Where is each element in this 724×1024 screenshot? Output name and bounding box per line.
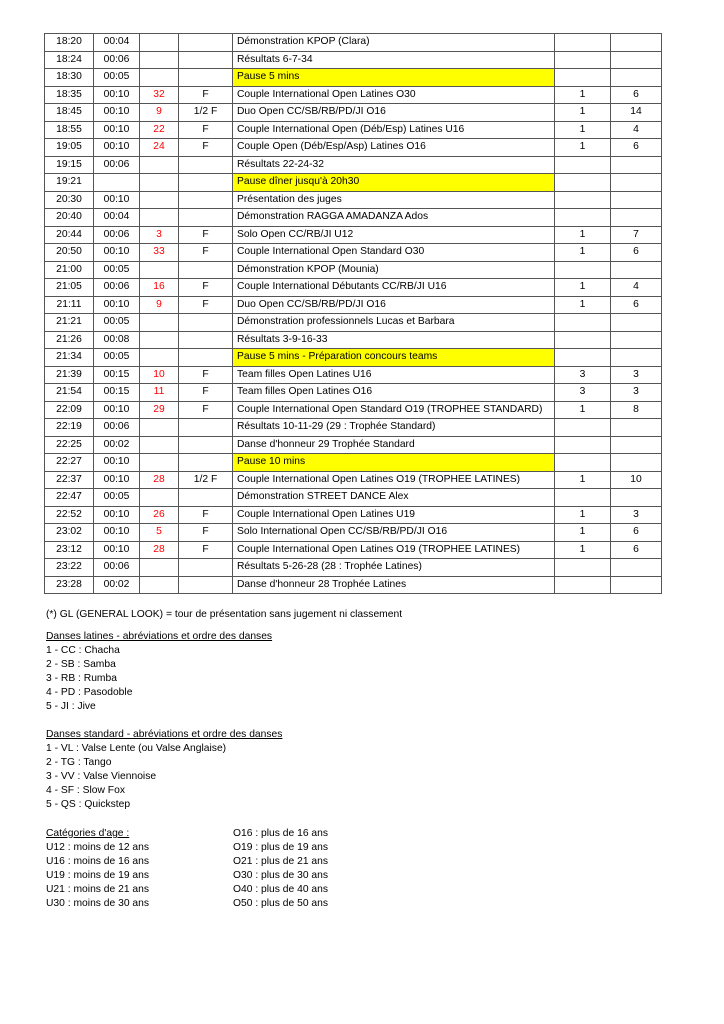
time-cell: 21:05 xyxy=(45,279,94,297)
schedule-row xyxy=(45,489,662,507)
age-under-item: U30 : moins de 30 ans xyxy=(46,898,150,910)
event-name-cell: Pause 5 mins xyxy=(233,69,555,87)
time-cell: 21:39 xyxy=(45,366,94,384)
round-cell xyxy=(179,261,233,279)
couples-cell xyxy=(611,174,662,192)
schedule-row xyxy=(45,541,662,559)
heats-cell: 1 xyxy=(555,104,611,122)
duration-cell: 00:04 xyxy=(94,209,140,227)
event-number-cell: 29 xyxy=(140,401,179,419)
time-cell: 23:12 xyxy=(45,541,94,559)
event-name-cell: Couple International Open Latines U19 xyxy=(233,506,555,524)
couples-cell xyxy=(611,489,662,507)
duration-cell: 00:06 xyxy=(94,226,140,244)
duration-cell: 00:06 xyxy=(94,156,140,174)
event-number-cell xyxy=(140,331,179,349)
duration-cell: 00:10 xyxy=(94,541,140,559)
schedule-row xyxy=(45,86,662,104)
duration-cell: 00:08 xyxy=(94,331,140,349)
heats-cell xyxy=(555,34,611,52)
time-cell: 20:40 xyxy=(45,209,94,227)
schedule-row xyxy=(45,296,662,314)
heats-cell xyxy=(555,349,611,367)
couples-cell: 10 xyxy=(611,471,662,489)
duration-cell: 00:05 xyxy=(94,314,140,332)
age-under-item: U12 : moins de 12 ans xyxy=(46,842,150,854)
event-number-cell: 24 xyxy=(140,139,179,157)
time-cell: 23:22 xyxy=(45,559,94,577)
round-cell xyxy=(179,489,233,507)
duration-cell: 00:10 xyxy=(94,121,140,139)
couples-cell xyxy=(611,156,662,174)
time-cell: 21:11 xyxy=(45,296,94,314)
couples-cell xyxy=(611,454,662,472)
couples-cell: 6 xyxy=(611,541,662,559)
latin-dance-item: 1 - CC : Chacha xyxy=(46,645,120,657)
time-cell: 20:30 xyxy=(45,191,94,209)
time-cell: 23:28 xyxy=(45,576,94,594)
schedule-row xyxy=(45,139,662,157)
duration-cell: 00:10 xyxy=(94,454,140,472)
time-cell: 22:27 xyxy=(45,454,94,472)
heats-cell xyxy=(555,69,611,87)
schedule-row-break xyxy=(45,349,662,367)
event-number-cell xyxy=(140,261,179,279)
round-cell: F xyxy=(179,244,233,262)
couples-cell: 6 xyxy=(611,244,662,262)
heats-cell: 1 xyxy=(555,86,611,104)
schedule-row xyxy=(45,576,662,594)
event-name-cell: Duo Open CC/SB/RB/PD/JI O16 xyxy=(233,104,555,122)
time-cell: 21:26 xyxy=(45,331,94,349)
couples-cell xyxy=(611,34,662,52)
event-name-cell: Résultats 3-9-16-33 xyxy=(233,331,555,349)
duration-cell: 00:15 xyxy=(94,384,140,402)
age-over-column xyxy=(233,827,328,912)
time-cell: 22:09 xyxy=(45,401,94,419)
duration-cell: 00:10 xyxy=(94,104,140,122)
round-cell: F xyxy=(179,279,233,297)
couples-cell xyxy=(611,331,662,349)
event-name-cell: Couple International Open Latines O19 (TROPHEE LATINES) xyxy=(233,541,555,559)
schedule-row xyxy=(45,244,662,262)
schedule-row-break xyxy=(45,69,662,87)
latin-dances-title: Danses latines - abréviations et ordre des danses xyxy=(46,631,273,642)
event-name-cell: Couple International Open Latines O30 xyxy=(233,86,555,104)
heats-cell: 1 xyxy=(555,524,611,542)
age-under-item: U19 : moins de 19 ans xyxy=(46,870,150,882)
standard-dance-item: 2 - TG : Tango xyxy=(46,757,112,769)
heats-cell xyxy=(555,51,611,69)
standard-dance-item: 1 - VL : Valse Lente (ou Valse Anglaise) xyxy=(46,743,227,755)
duration-cell: 00:05 xyxy=(94,349,140,367)
round-cell: F xyxy=(179,401,233,419)
heats-cell: 1 xyxy=(555,506,611,524)
heats-cell: 3 xyxy=(555,384,611,402)
event-number-cell: 16 xyxy=(140,279,179,297)
duration-cell: 00:06 xyxy=(94,559,140,577)
heats-cell xyxy=(555,209,611,227)
round-cell xyxy=(179,576,233,594)
time-cell: 21:54 xyxy=(45,384,94,402)
couples-cell xyxy=(611,436,662,454)
heats-cell: 1 xyxy=(555,541,611,559)
time-cell: 19:15 xyxy=(45,156,94,174)
duration-cell: 00:06 xyxy=(94,279,140,297)
duration-cell: 00:15 xyxy=(94,366,140,384)
event-name-cell: Démonstration professionnels Lucas et Barbara xyxy=(233,314,555,332)
event-name-cell: Team filles Open Latines U16 xyxy=(233,366,555,384)
round-cell: F xyxy=(179,541,233,559)
couples-cell: 7 xyxy=(611,226,662,244)
event-name-cell: Pause dîner jusqu'à 20h30 xyxy=(233,174,555,192)
couples-cell: 6 xyxy=(611,524,662,542)
latin-dance-item: 2 - SB : Samba xyxy=(46,659,116,671)
heats-cell xyxy=(555,331,611,349)
event-number-cell: 32 xyxy=(140,86,179,104)
couples-cell xyxy=(611,419,662,437)
duration-cell: 00:10 xyxy=(94,86,140,104)
schedule-row xyxy=(45,314,662,332)
duration-cell: 00:05 xyxy=(94,261,140,279)
time-cell: 18:24 xyxy=(45,51,94,69)
time-cell: 22:25 xyxy=(45,436,94,454)
event-number-cell xyxy=(140,191,179,209)
duration-cell: 00:10 xyxy=(94,191,140,209)
schedule-row xyxy=(45,104,662,122)
schedule-row xyxy=(45,226,662,244)
round-cell: F xyxy=(179,226,233,244)
time-cell: 18:45 xyxy=(45,104,94,122)
event-number-cell xyxy=(140,156,179,174)
event-name-cell: Team filles Open Latines O16 xyxy=(233,384,555,402)
event-number-cell: 5 xyxy=(140,524,179,542)
standard-dance-item: 5 - QS : Quickstep xyxy=(46,799,131,811)
round-cell: F xyxy=(179,366,233,384)
age-under-item: U21 : moins de 21 ans xyxy=(46,884,150,896)
time-cell: 22:47 xyxy=(45,489,94,507)
event-name-cell: Duo Open CC/SB/RB/PD/JI O16 xyxy=(233,296,555,314)
couples-cell: 6 xyxy=(611,139,662,157)
round-cell xyxy=(179,436,233,454)
standard-dance-item: 4 - SF : Slow Fox xyxy=(46,785,125,797)
schedule-table xyxy=(44,33,662,594)
time-cell: 22:19 xyxy=(45,419,94,437)
heats-cell: 1 xyxy=(555,401,611,419)
schedule-row xyxy=(45,156,662,174)
schedule-row xyxy=(45,506,662,524)
event-number-cell xyxy=(140,489,179,507)
event-name-cell: Résultats 22-24-32 xyxy=(233,156,555,174)
event-name-cell: Solo Open CC/RB/JI U12 xyxy=(233,226,555,244)
time-cell: 19:21 xyxy=(45,174,94,192)
duration-cell: 00:10 xyxy=(94,401,140,419)
round-cell: 1/2 F xyxy=(179,471,233,489)
heats-cell xyxy=(555,419,611,437)
duration-cell: 00:10 xyxy=(94,471,140,489)
latin-dance-item: 5 - JI : Jive xyxy=(46,701,96,713)
event-number-cell xyxy=(140,419,179,437)
schedule-body xyxy=(45,34,662,594)
event-number-cell xyxy=(140,209,179,227)
schedule-row xyxy=(45,366,662,384)
time-cell: 21:00 xyxy=(45,261,94,279)
time-cell: 18:55 xyxy=(45,121,94,139)
round-cell xyxy=(179,69,233,87)
couples-cell: 8 xyxy=(611,401,662,419)
schedule-row-break xyxy=(45,174,662,192)
heats-cell xyxy=(555,261,611,279)
age-under-item: U16 : moins de 16 ans xyxy=(46,856,150,868)
duration-cell: 00:10 xyxy=(94,506,140,524)
event-name-cell: Couple International Débutants CC/RB/JI U16 xyxy=(233,279,555,297)
event-number-cell xyxy=(140,34,179,52)
round-cell: F xyxy=(179,524,233,542)
duration-cell: 00:04 xyxy=(94,34,140,52)
time-cell: 20:50 xyxy=(45,244,94,262)
heats-cell: 1 xyxy=(555,244,611,262)
time-cell: 22:37 xyxy=(45,471,94,489)
round-cell xyxy=(179,454,233,472)
schedule-row xyxy=(45,279,662,297)
event-number-cell xyxy=(140,436,179,454)
event-number-cell: 9 xyxy=(140,104,179,122)
schedule-row xyxy=(45,34,662,52)
round-cell: F xyxy=(179,296,233,314)
duration-cell xyxy=(94,174,140,192)
schedule-row xyxy=(45,384,662,402)
time-cell: 18:35 xyxy=(45,86,94,104)
schedule-row xyxy=(45,419,662,437)
age-over-item: O40 : plus de 40 ans xyxy=(233,884,329,896)
couples-cell: 3 xyxy=(611,506,662,524)
round-cell: F xyxy=(179,121,233,139)
duration-cell: 00:06 xyxy=(94,51,140,69)
heats-cell: 1 xyxy=(555,121,611,139)
event-number-cell: 33 xyxy=(140,244,179,262)
event-number-cell xyxy=(140,69,179,87)
standard-dances-legend xyxy=(46,728,282,813)
schedule-row xyxy=(45,331,662,349)
heats-cell: 1 xyxy=(555,471,611,489)
age-over-item: O50 : plus de 50 ans xyxy=(233,898,329,910)
schedule-row xyxy=(45,524,662,542)
couples-cell xyxy=(611,209,662,227)
round-cell: F xyxy=(179,139,233,157)
round-cell xyxy=(179,559,233,577)
couples-cell xyxy=(611,314,662,332)
couples-cell: 3 xyxy=(611,384,662,402)
schedule-row xyxy=(45,559,662,577)
event-name-cell: Démonstration KPOP (Mounia) xyxy=(233,261,555,279)
latin-dance-item: 3 - RB : Rumba xyxy=(46,673,117,685)
round-cell xyxy=(179,51,233,69)
event-name-cell: Démonstration STREET DANCE Alex xyxy=(233,489,555,507)
age-over-item: O16 : plus de 16 ans xyxy=(233,828,329,839)
round-cell xyxy=(179,174,233,192)
time-cell: 18:30 xyxy=(45,69,94,87)
round-cell xyxy=(179,156,233,174)
couples-cell xyxy=(611,261,662,279)
general-look-note: (*) GL (GENERAL LOOK) = tour de présentation sans jugement ni classement xyxy=(46,609,403,620)
event-number-cell: 26 xyxy=(140,506,179,524)
couples-cell: 4 xyxy=(611,279,662,297)
heats-cell: 1 xyxy=(555,226,611,244)
event-number-cell: 3 xyxy=(140,226,179,244)
round-cell: 1/2 F xyxy=(179,104,233,122)
heats-cell: 1 xyxy=(555,296,611,314)
event-number-cell: 11 xyxy=(140,384,179,402)
schedule-row xyxy=(45,436,662,454)
event-name-cell: Pause 10 mins xyxy=(233,454,555,472)
round-cell: F xyxy=(179,506,233,524)
duration-cell: 00:10 xyxy=(94,524,140,542)
heats-cell xyxy=(555,576,611,594)
event-name-cell: Résultats 6-7-34 xyxy=(233,51,555,69)
event-number-cell xyxy=(140,349,179,367)
schedule-row xyxy=(45,191,662,209)
duration-cell: 00:02 xyxy=(94,436,140,454)
event-number-cell xyxy=(140,454,179,472)
age-over-item: O30 : plus de 30 ans xyxy=(233,870,329,882)
event-number-cell xyxy=(140,576,179,594)
schedule-row-break xyxy=(45,454,662,472)
round-cell xyxy=(179,314,233,332)
event-name-cell: Danse d'honneur 28 Trophée Latines xyxy=(233,576,555,594)
heats-cell xyxy=(555,489,611,507)
couples-cell xyxy=(611,349,662,367)
event-name-cell: Démonstration RAGGA AMADANZA Ados xyxy=(233,209,555,227)
time-cell: 20:44 xyxy=(45,226,94,244)
event-name-cell: Danse d'honneur 29 Trophée Standard xyxy=(233,436,555,454)
schedule-row xyxy=(45,121,662,139)
event-name-cell: Couple International Open Standard O19 (TROPHEE STANDARD) xyxy=(233,401,555,419)
event-name-cell: Couple International Open (Déb/Esp) Latines U16 xyxy=(233,121,555,139)
round-cell xyxy=(179,34,233,52)
couples-cell xyxy=(611,559,662,577)
duration-cell: 00:10 xyxy=(94,296,140,314)
couples-cell xyxy=(611,51,662,69)
couples-cell xyxy=(611,69,662,87)
heats-cell xyxy=(555,559,611,577)
heats-cell: 1 xyxy=(555,279,611,297)
event-number-cell: 28 xyxy=(140,471,179,489)
latin-dance-item: 4 - PD : Pasodoble xyxy=(46,687,133,699)
event-name-cell: Couple Open (Déb/Esp/Asp) Latines O16 xyxy=(233,139,555,157)
duration-cell: 00:05 xyxy=(94,489,140,507)
event-name-cell: Résultats 10-11-29 (29 : Trophée Standard) xyxy=(233,419,555,437)
event-name-cell: Démonstration KPOP (Clara) xyxy=(233,34,555,52)
event-number-cell xyxy=(140,51,179,69)
latin-dances-legend xyxy=(46,630,272,715)
couples-cell xyxy=(611,576,662,594)
heats-cell xyxy=(555,174,611,192)
round-cell: F xyxy=(179,86,233,104)
duration-cell: 00:06 xyxy=(94,419,140,437)
standard-dances-title: Danses standard - abréviations et ordre des danses xyxy=(46,729,283,740)
couples-cell: 6 xyxy=(611,86,662,104)
couples-cell: 4 xyxy=(611,121,662,139)
round-cell xyxy=(179,191,233,209)
heats-cell xyxy=(555,314,611,332)
event-name-cell: Couple International Open Standard O30 xyxy=(233,244,555,262)
event-number-cell xyxy=(140,314,179,332)
heats-cell: 1 xyxy=(555,139,611,157)
schedule-row xyxy=(45,51,662,69)
couples-cell: 6 xyxy=(611,296,662,314)
duration-cell: 00:10 xyxy=(94,244,140,262)
round-cell: F xyxy=(179,384,233,402)
round-cell xyxy=(179,209,233,227)
schedule-row xyxy=(45,261,662,279)
event-number-cell xyxy=(140,174,179,192)
time-cell: 22:52 xyxy=(45,506,94,524)
schedule-row xyxy=(45,209,662,227)
age-categories-title: Catégories d'age : xyxy=(46,828,130,839)
heats-cell xyxy=(555,436,611,454)
round-cell xyxy=(179,419,233,437)
duration-cell: 00:05 xyxy=(94,69,140,87)
event-number-cell: 9 xyxy=(140,296,179,314)
event-name-cell: Couple International Open Latines O19 (TROPHEE LATINES) xyxy=(233,471,555,489)
event-number-cell: 10 xyxy=(140,366,179,384)
event-name-cell: Pause 5 mins - Préparation concours teams xyxy=(233,349,555,367)
schedule-row xyxy=(45,401,662,419)
duration-cell: 00:02 xyxy=(94,576,140,594)
heats-cell: 3 xyxy=(555,366,611,384)
age-under-column xyxy=(46,827,149,912)
time-cell: 18:20 xyxy=(45,34,94,52)
time-cell: 23:02 xyxy=(45,524,94,542)
age-over-item: O21 : plus de 21 ans xyxy=(233,856,329,868)
schedule-row xyxy=(45,471,662,489)
heats-cell xyxy=(555,191,611,209)
duration-cell: 00:10 xyxy=(94,139,140,157)
round-cell xyxy=(179,349,233,367)
couples-cell: 14 xyxy=(611,104,662,122)
couples-cell xyxy=(611,191,662,209)
event-name-cell: Résultats 5-26-28 (28 : Trophée Latines) xyxy=(233,559,555,577)
event-number-cell xyxy=(140,559,179,577)
time-cell: 19:05 xyxy=(45,139,94,157)
standard-dance-item: 3 - VV : Valse Viennoise xyxy=(46,771,157,783)
age-over-item: O19 : plus de 19 ans xyxy=(233,842,329,854)
event-name-cell: Présentation des juges xyxy=(233,191,555,209)
heats-cell xyxy=(555,156,611,174)
couples-cell: 3 xyxy=(611,366,662,384)
heats-cell xyxy=(555,454,611,472)
event-number-cell: 22 xyxy=(140,121,179,139)
time-cell: 21:34 xyxy=(45,349,94,367)
event-name-cell: Solo International Open CC/SB/RB/PD/JI O16 xyxy=(233,524,555,542)
event-number-cell: 28 xyxy=(140,541,179,559)
time-cell: 21:21 xyxy=(45,314,94,332)
round-cell xyxy=(179,331,233,349)
